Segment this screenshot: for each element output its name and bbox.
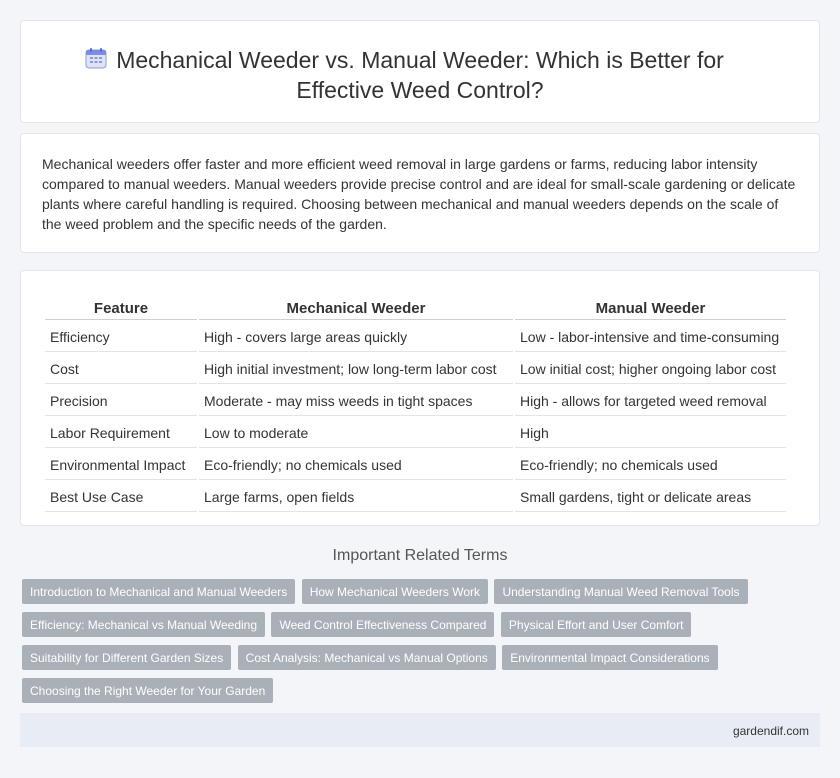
table-cell-mechanical: Eco-friendly; no chemicals used [199, 450, 513, 480]
table-cell-manual: Low - labor-intensive and time-consuming [515, 322, 786, 352]
related-terms-heading: Important Related Terms [332, 547, 508, 564]
comparison-table [43, 294, 788, 514]
table-cell-manual: Small gardens, tight or delicate areas [515, 482, 786, 512]
table-row [45, 450, 786, 480]
column-header-feature: Feature [45, 296, 197, 320]
intro-card [20, 133, 820, 253]
table-cell-mechanical: High - covers large areas quickly [199, 322, 513, 352]
table-cell-mechanical: Low to moderate [199, 418, 513, 448]
related-term-link[interactable]: Physical Effort and User Comfort [501, 612, 692, 637]
related-terms-list [22, 579, 812, 711]
table-cell-manual: Low initial cost; higher ongoing labor cost [515, 354, 786, 384]
table-cell-mechanical: Large farms, open fields [199, 482, 513, 512]
table-cell-feature: Environmental Impact [45, 450, 197, 480]
table-cell-mechanical: Moderate - may miss weeds in tight spaces [199, 386, 513, 416]
table-cell-feature: Precision [45, 386, 197, 416]
table-row [45, 482, 786, 512]
related-term-link[interactable]: Understanding Manual Weed Removal Tools [494, 579, 747, 604]
related-term-link[interactable]: Weed Control Effectiveness Compared [271, 612, 494, 637]
table-cell-feature: Efficiency [45, 322, 197, 352]
page-title: Mechanical Weeder vs. Manual Weeder: Which is Better for Effective Weed Control? [116, 47, 724, 103]
related-term-link[interactable]: Choosing the Right Weeder for Your Garden [22, 678, 273, 703]
table-row [45, 354, 786, 384]
table-cell-manual: High [515, 418, 786, 448]
related-term-link[interactable]: Efficiency: Mechanical vs Manual Weeding [22, 612, 265, 637]
table-row [45, 322, 786, 352]
table-cell-feature: Labor Requirement [45, 418, 197, 448]
table-cell-manual: Eco-friendly; no chemicals used [515, 450, 786, 480]
footer-site-link[interactable]: gardendif.com [732, 724, 809, 738]
intro-paragraph: Mechanical weeders offer faster and more efficient weed removal in large gardens or farms, reducing labor intensity compared to manual weeders. Manual weeders provide precise control and are ideal for small-scale gardening or delicate plants where careful handling is required. Choosing between mechanical and manual weeders depends on the scale of the weed problem and the specific needs of the garden. [42, 156, 796, 232]
table-cell-feature: Best Use Case [45, 482, 197, 512]
column-header-mechanical: Mechanical Weeder [199, 296, 513, 320]
table-cell-mechanical: High initial investment; low long-term labor cost [199, 354, 513, 384]
column-header-manual: Manual Weeder [515, 296, 786, 320]
related-term-link[interactable]: Cost Analysis: Mechanical vs Manual Options [238, 645, 496, 670]
related-term-link[interactable]: Introduction to Mechanical and Manual Weeders [22, 579, 295, 604]
header-card [20, 20, 820, 123]
table-row [45, 418, 786, 448]
footer-bar [20, 713, 820, 747]
table-row [45, 386, 786, 416]
table-cell-feature: Cost [45, 354, 197, 384]
comparison-card [20, 270, 820, 526]
table-cell-manual: High - allows for targeted weed removal [515, 386, 786, 416]
table-header-row [45, 296, 786, 320]
related-term-link[interactable]: How Mechanical Weeders Work [302, 579, 488, 604]
related-term-link[interactable]: Environmental Impact Considerations [502, 645, 717, 670]
related-term-link[interactable]: Suitability for Different Garden Sizes [22, 645, 231, 670]
